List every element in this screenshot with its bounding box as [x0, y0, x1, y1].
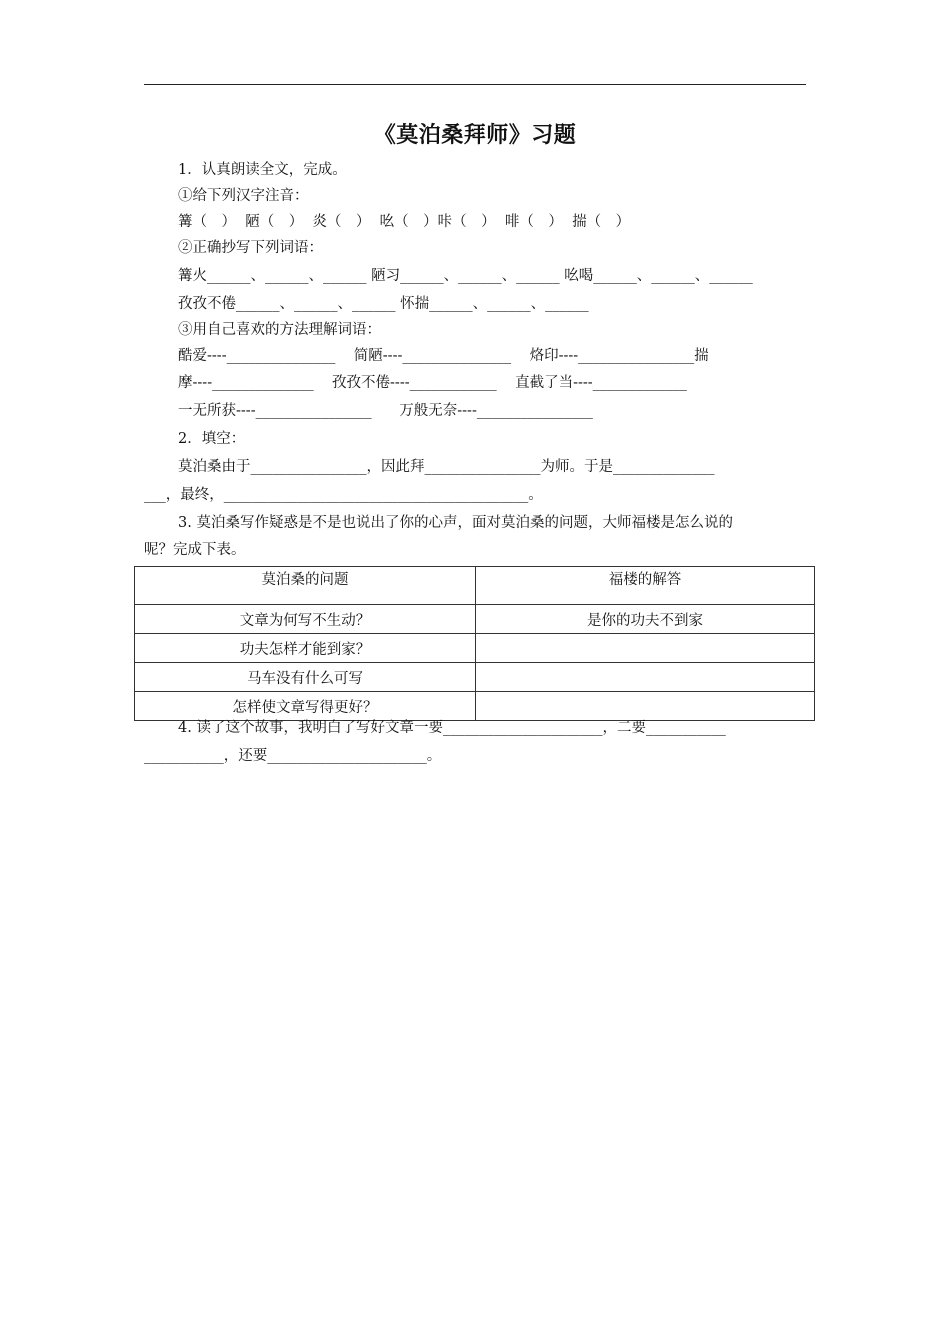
- table-header: 福楼的解答: [476, 567, 815, 605]
- table-cell-question: 怎样使文章写得更好？: [135, 692, 476, 721]
- question-1: 1．认真朗读全文，完成。: [178, 162, 347, 178]
- table-row: [135, 605, 815, 634]
- fill-blank-line-2: ___，最终，__________________________________________。: [144, 487, 543, 503]
- pinyin-characters: 篝（ ） 陋（ ） 炎（ ） 吆（ ）咔（ ） 啡（ ） 揣（ ）: [178, 214, 631, 230]
- table-row: [135, 634, 815, 663]
- table-row: [135, 663, 815, 692]
- define-words-line-2: 摩----______________ 孜孜不倦----____________ 直截了当----_____________: [178, 375, 687, 391]
- fill-blank-line-1: 莫泊桑由于________________，因此拜________________为师。于是______________: [178, 459, 715, 475]
- table-row: [135, 692, 815, 721]
- question-4-continued: ___________，还要______________________。: [144, 748, 442, 764]
- sub-question-1: ①给下列汉字注音：: [178, 188, 309, 204]
- copy-words-line-2: 孜孜不倦______、______、______ 怀揣______、______、______: [178, 296, 589, 312]
- question-2: 2．填空：: [178, 431, 246, 447]
- table-cell-answer: 是你的功夫不到家: [476, 605, 815, 634]
- sub-question-2: ②正确抄写下列词语：: [178, 240, 323, 256]
- table-cell-question: 功夫怎样才能到家？: [135, 634, 476, 663]
- top-rule: [144, 84, 806, 85]
- question-3-continued: 呢？完成下表。: [144, 542, 246, 558]
- table-cell-answer: [476, 663, 815, 692]
- define-words-line-1: 酷爱----_______________ 简陋----_______________ 烙印----________________揣: [178, 348, 709, 364]
- sub-question-3: ③用自己喜欢的方法理解词语：: [178, 322, 381, 338]
- question-4: 4. 读了这个故事，我明白了写好文章一要______________________，二要___________: [178, 720, 726, 736]
- copy-words-line-1: 篝火______、______、______ 陋习______、______、______ 吆喝______、______、______: [178, 268, 753, 284]
- table-cell-question: 文章为何写不生动？: [135, 605, 476, 634]
- page-title: 《莫泊桑拜师》习题: [373, 123, 577, 148]
- table-header: 莫泊桑的问题: [135, 567, 476, 605]
- question-3: 3. 莫泊桑写作疑惑是不是也说出了你的心声，面对莫泊桑的问题，大师福楼是怎么说的: [178, 515, 733, 531]
- table-cell-answer: [476, 634, 815, 663]
- table-cell-answer: [476, 692, 815, 721]
- qa-table: [134, 566, 815, 721]
- table-cell-question: 马车没有什么可写: [135, 663, 476, 692]
- define-words-line-3: 一无所获----________________ 万般无奈----________________: [178, 403, 593, 419]
- table-header-row: [135, 567, 815, 605]
